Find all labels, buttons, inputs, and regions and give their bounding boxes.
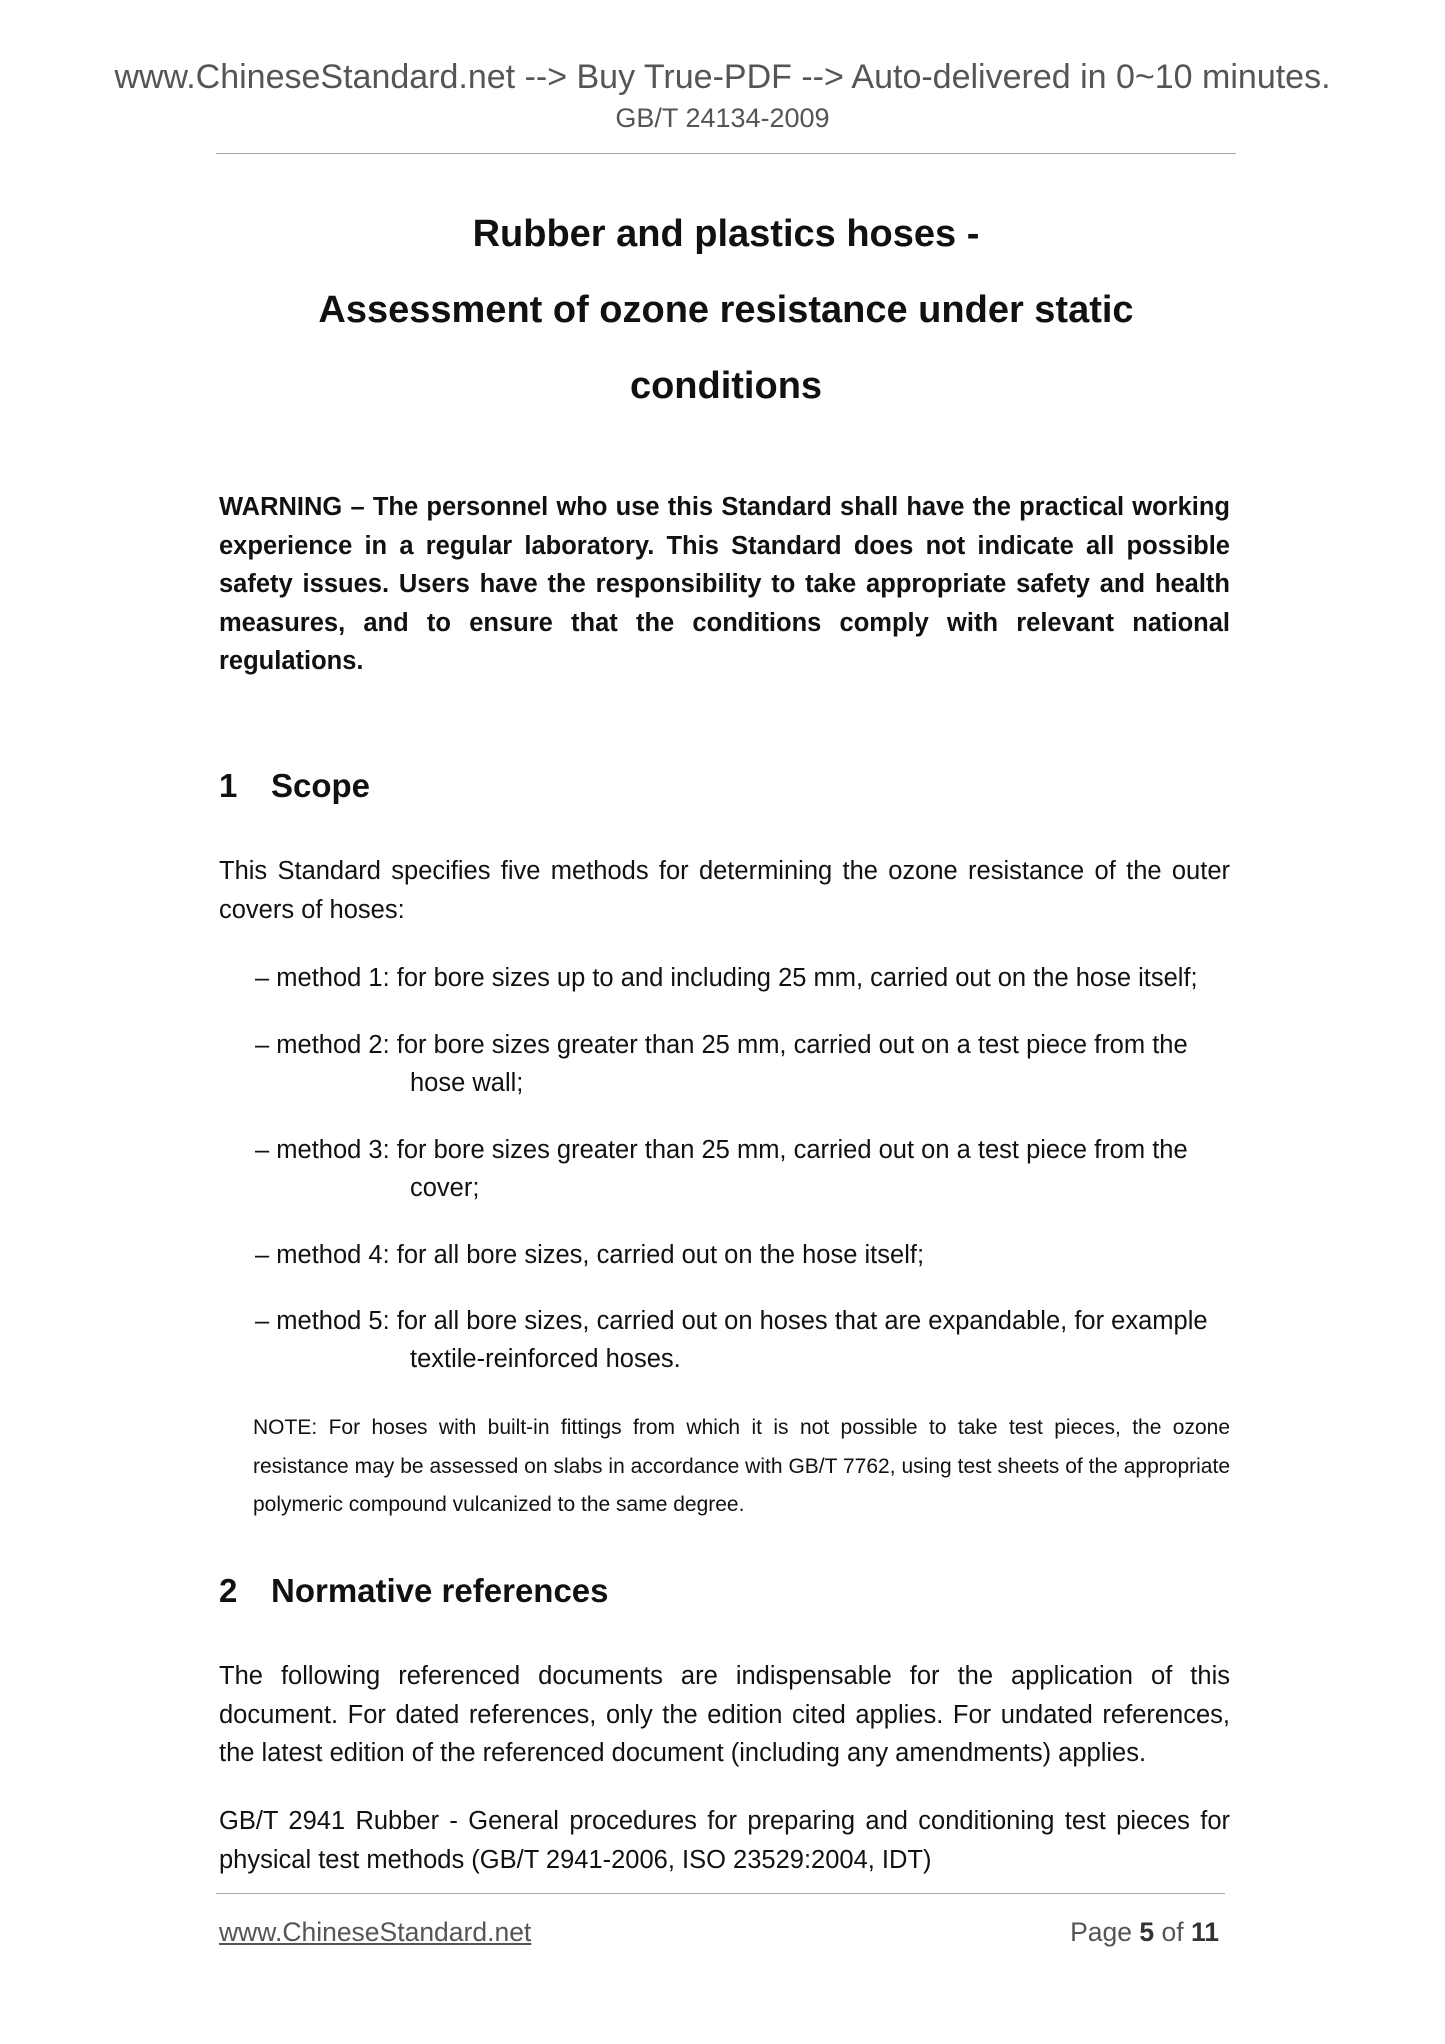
footer-website-link[interactable]: www.ChineseStandard.net — [219, 1917, 532, 1947]
normative-reference-item: GB/T 2941 Rubber - General procedures for preparing and conditioning test pieces for physical test methods (GB/T 2941-2006, ISO 23529:2004, IDT) — [219, 1807, 1230, 1874]
method-4-item: – method 4: for all bore sizes, carried out on the hose itself; — [255, 1241, 925, 1269]
header-banner: www.ChineseStandard.net --> Buy True-PDF --> Auto-delivered in 0~10 minutes. — [114, 58, 1331, 96]
section-1-title: Scope — [271, 767, 371, 804]
scope-note: NOTE: For hoses with built-in fittings from which it is not possible to take test pieces, the ozone resistance may be assessed on slabs in accordance with GB/T 7762, using test sheets of the appropriate polymeric compound vulcanized to the same degree. — [253, 1416, 1230, 1516]
page-label: Page — [1070, 1917, 1132, 1947]
method-2-item: – method 2: for bore sizes greater than 25 mm, carried out on a test piece from the — [255, 1031, 1188, 1059]
method-5-continuation: textile-reinforced hoses. — [410, 1345, 681, 1373]
title-line-3: conditions — [629, 365, 823, 407]
title-line-1: Rubber and plastics hoses - — [472, 213, 980, 255]
method-5-item: – method 5: for all bore sizes, carried out on hoses that are expandable, for example — [255, 1307, 1208, 1335]
page-indicator — [1070, 1917, 1219, 1948]
page-current: 5 — [1139, 1917, 1155, 1947]
section-2-title: Normative references — [271, 1572, 609, 1609]
scope-intro: This Standard specifies five methods for determining the ozone resistance of the outer covers of hoses: — [219, 857, 1230, 924]
section-1-number: 1 — [219, 767, 238, 804]
section-1-heading — [219, 767, 370, 805]
method-2-continuation: hose wall; — [410, 1069, 524, 1097]
section-2-number: 2 — [219, 1572, 238, 1609]
standard-code: GB/T 24134-2009 — [615, 103, 830, 133]
method-3-item: – method 3: for bore sizes greater than 25 mm, carried out on a test piece from the — [255, 1136, 1188, 1164]
page-of: of — [1161, 1917, 1184, 1947]
method-1-item: – method 1: for bore sizes up to and including 25 mm, carried out on the hose itself; — [255, 964, 1198, 992]
warning-paragraph: WARNING – The personnel who use this Standard shall have the practical working experience in a regular laboratory. This Standard does not indicate all possible safety issues. Users have the responsibility to take appropriate safety and health measures, and to ensure that the conditions comply with relevant national regulations. — [219, 493, 1230, 675]
method-3-continuation: cover; — [410, 1174, 480, 1202]
title-line-2: Assessment of ozone resistance under static — [318, 289, 1134, 331]
footer-divider — [216, 1893, 1225, 1894]
section-2-heading — [219, 1572, 609, 1610]
page-total: 11 — [1190, 1917, 1219, 1947]
document-title — [216, 196, 1236, 424]
header-divider — [216, 153, 1236, 154]
normative-intro: The following referenced documents are indispensable for the application of this document. For dated references, only the edition cited applies. For undated references, the latest edition of the referenced document (including any amendments) applies. — [219, 1662, 1230, 1767]
